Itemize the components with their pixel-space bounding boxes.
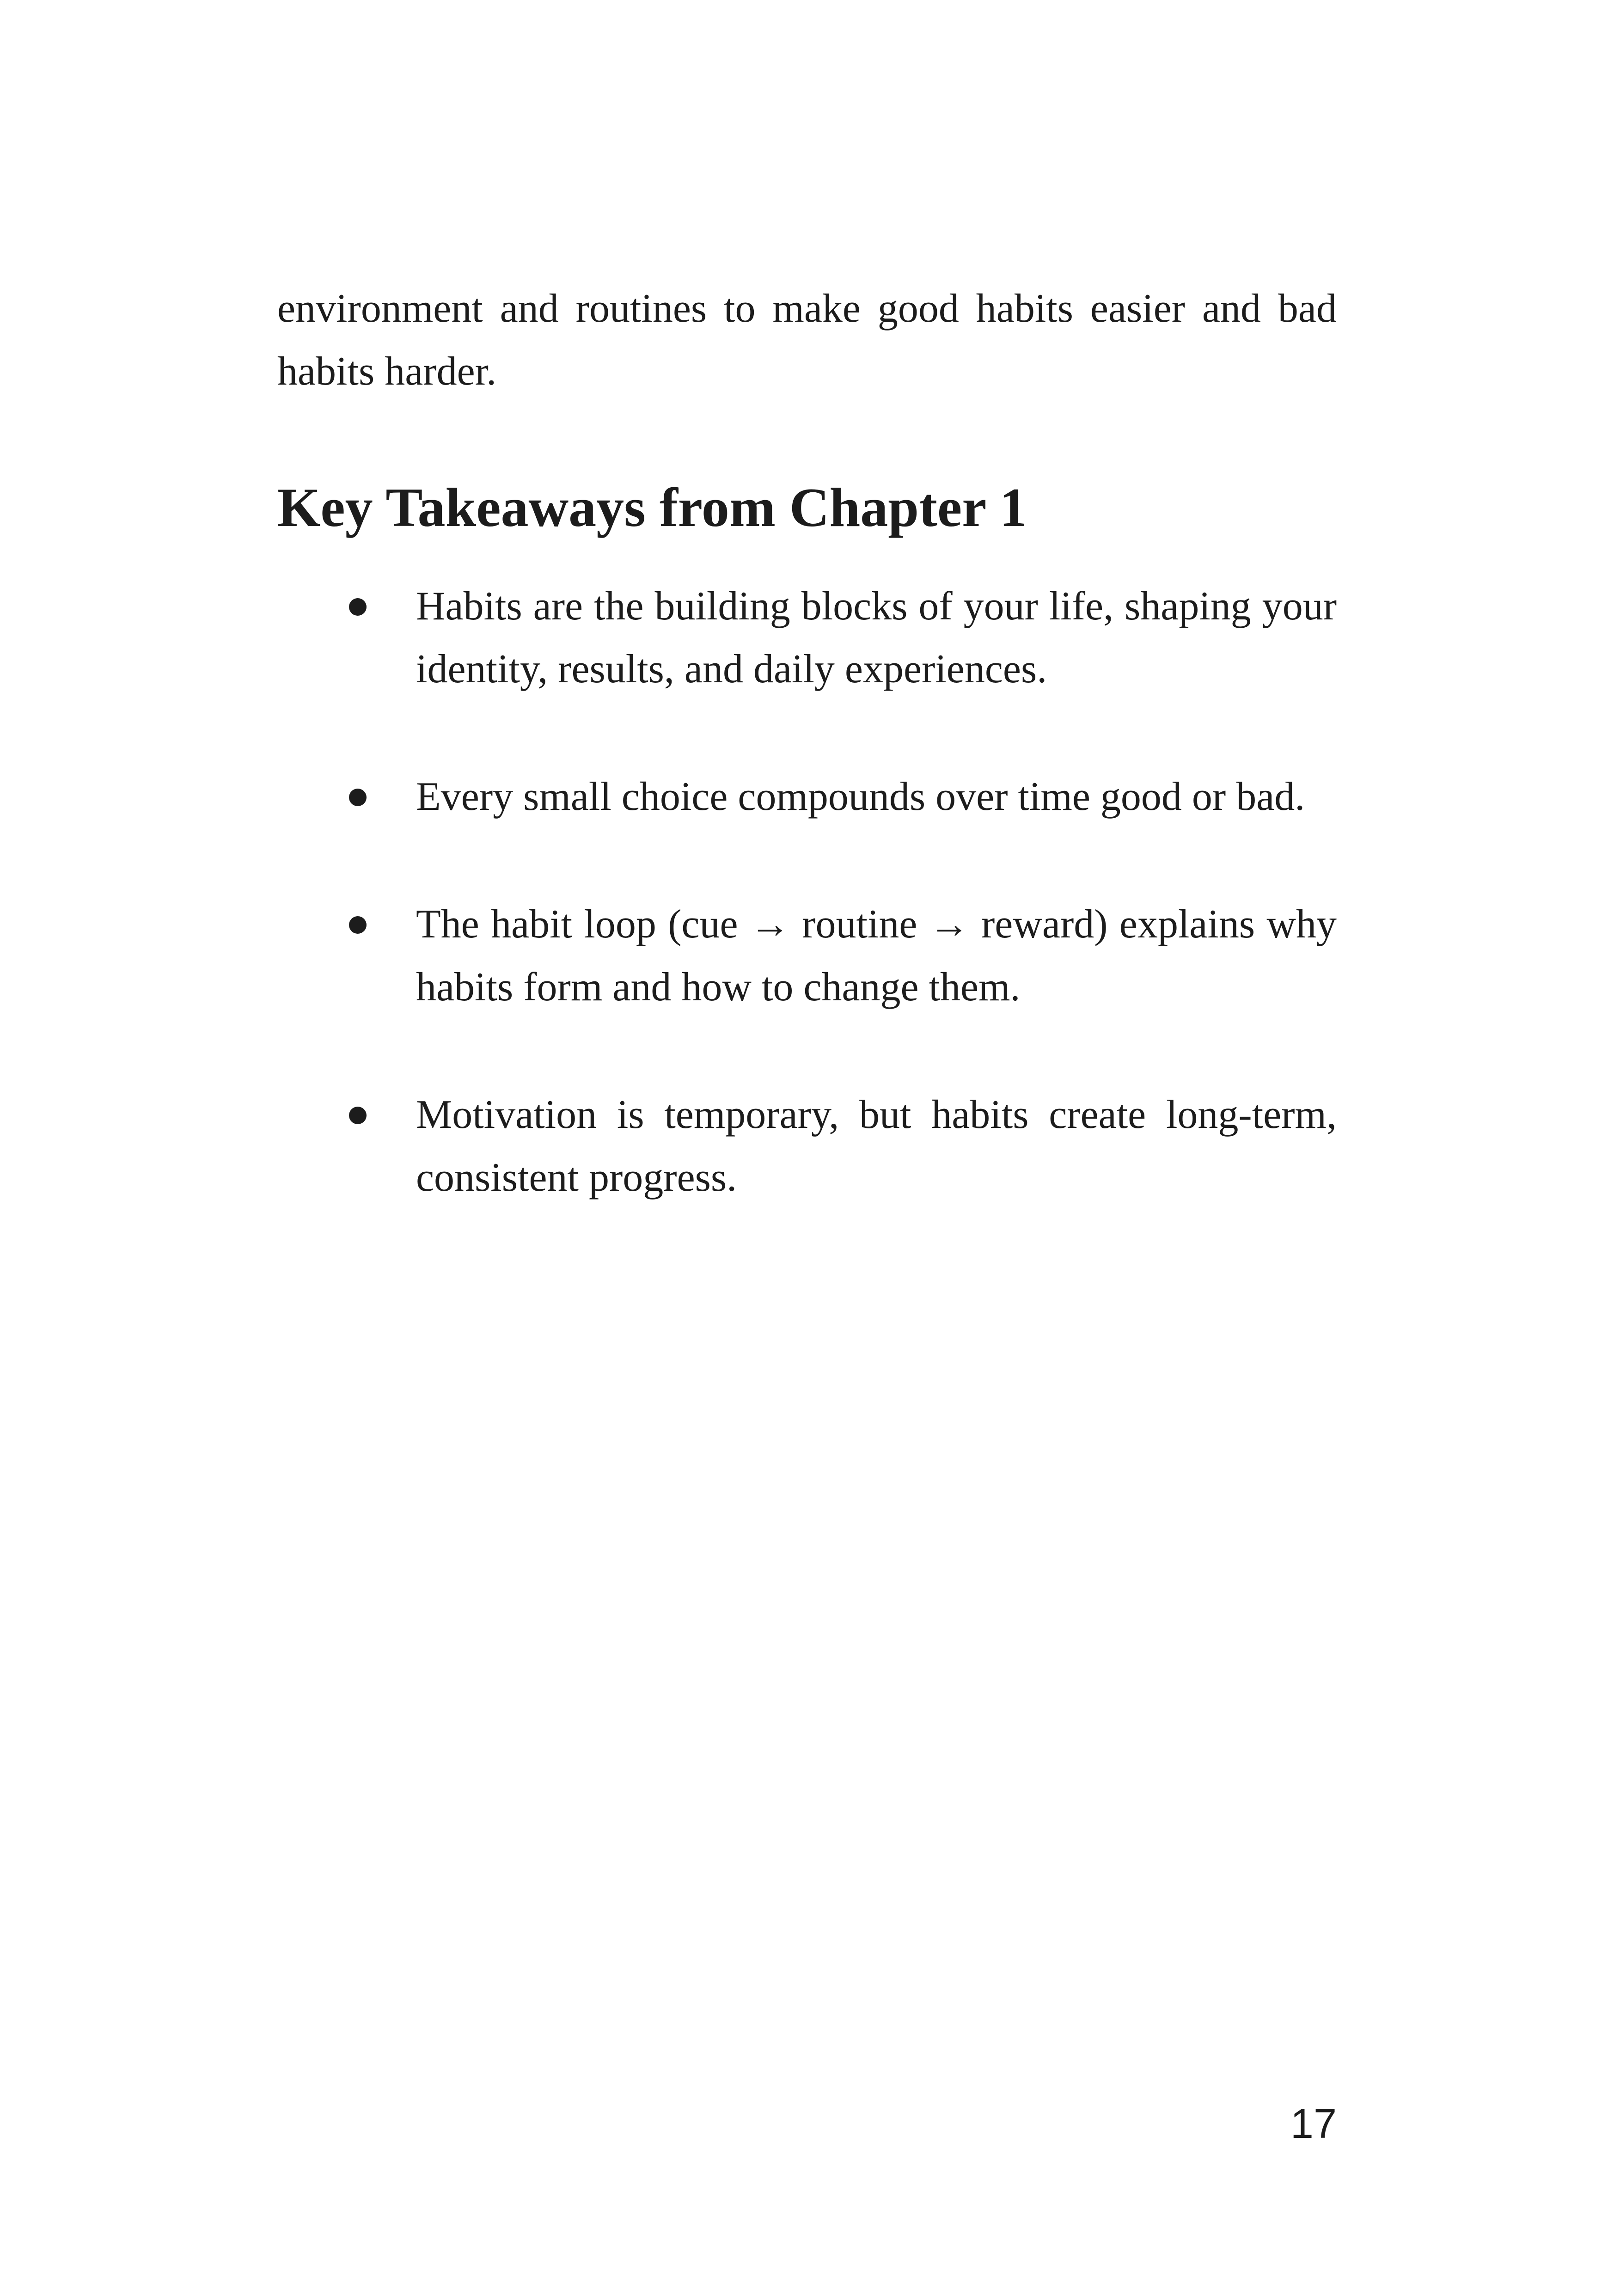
page-number: 17 [1290, 2101, 1337, 2147]
takeaway-text: Every small choice compounds over time good or bad. [416, 774, 1305, 819]
takeaway-item [277, 893, 1337, 1019]
section-heading: Key Takeaways from Chapter 1 [277, 477, 1027, 538]
takeaway-list [277, 575, 1337, 1274]
takeaway-text: The habit loop (cue → routine → reward) explains why habits form and how to change them. [416, 902, 1337, 1010]
bullet-icon [349, 1107, 367, 1124]
takeaway-text: Motivation is temporary, but habits create long-term, consistent progress. [416, 1092, 1337, 1200]
takeaway-text: Habits are the building blocks of your life, shaping your identity, results, and daily experiences. [416, 584, 1337, 692]
takeaway-item [277, 1084, 1337, 1209]
takeaway-item [277, 765, 1337, 828]
intro-paragraph: environment and routines to make good habits easier and bad habits harder. [277, 286, 1337, 394]
takeaway-item [277, 575, 1337, 701]
bullet-icon [349, 789, 367, 806]
bullet-icon [349, 916, 367, 934]
bullet-icon [349, 598, 367, 616]
